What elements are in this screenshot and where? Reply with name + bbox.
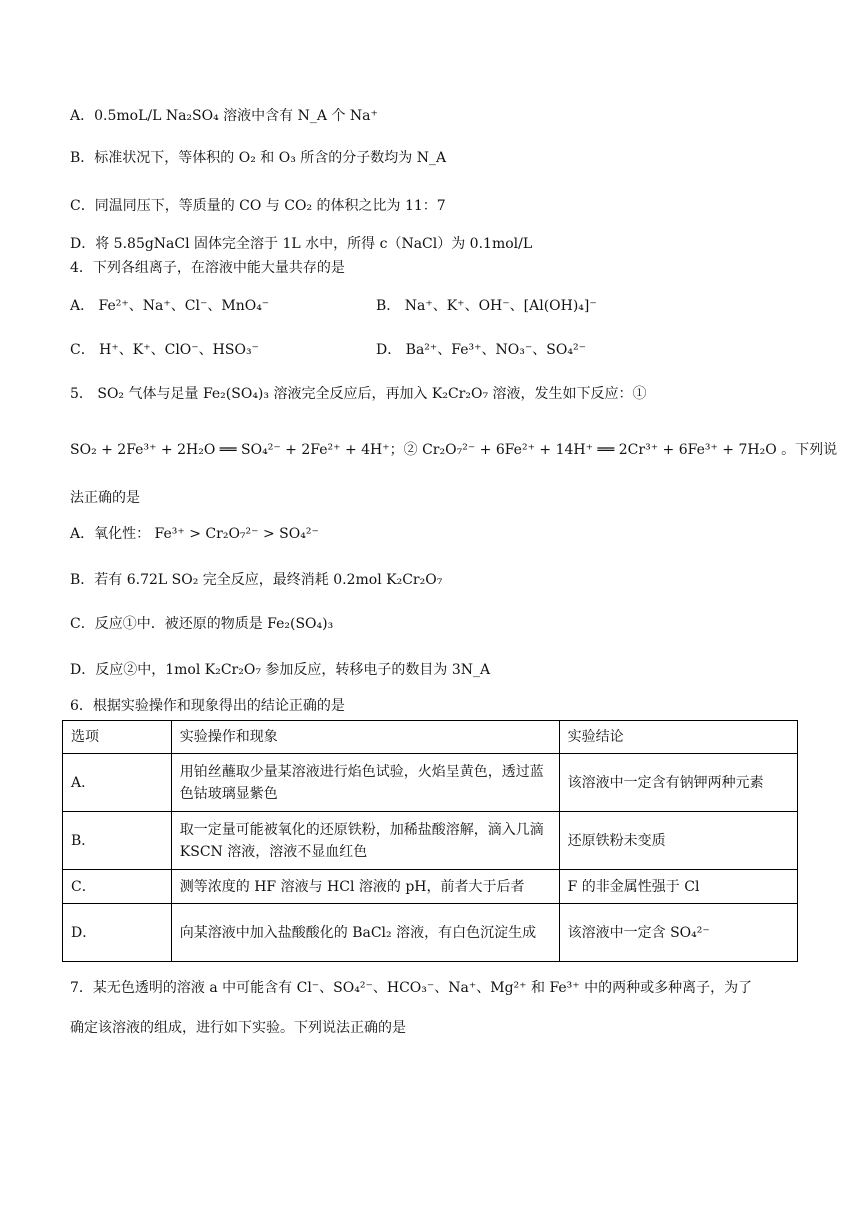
- table-header-operation: 实验操作和现象: [171, 721, 559, 754]
- table-cell: A．: [63, 754, 172, 812]
- table-cell: F 的非金属性强于 Cl: [559, 870, 797, 904]
- q6-stem: 6．根据实验操作和现象得出的结论正确的是: [70, 698, 345, 714]
- table-header-row: [63, 721, 798, 754]
- q7-stem-line1: 7．某无色透明的溶液 a 中可能含有 Cl⁻、SO₄²⁻、HCO₃⁻、Na⁺、Mg²⁺ 和 Fe³⁺ 中的两种或多种离子，为了: [70, 980, 753, 996]
- table-cell: 向某溶液中加入盐酸酸化的 BaCl₂ 溶液，有白色沉淀生成: [171, 904, 559, 962]
- table-cell: 该溶液中一定含 SO₄²⁻: [559, 904, 797, 962]
- q4-stem: 4．下列各组离子，在溶液中能大量共存的是: [70, 260, 345, 276]
- table-cell: C．: [63, 870, 172, 904]
- q4-option-a: A． Fe²⁺、Na⁺、Cl⁻、MnO₄⁻: [70, 298, 270, 314]
- q4-option-d: D． Ba²⁺、Fe³⁺、NO₃⁻、SO₄²⁻: [376, 342, 586, 358]
- table-header-option: 选项: [63, 721, 172, 754]
- q5-stem-line3: 法正确的是: [70, 490, 140, 506]
- q4-option-b: B． Na⁺、K⁺、OH⁻、[Al(OH)₄]⁻: [376, 298, 597, 314]
- q5-option-c: C．反应①中．被还原的物质是 Fe₂(SO₄)₃: [70, 616, 334, 632]
- table-cell: 取一定量可能被氧化的还原铁粉，加稀盐酸溶解，滴入几滴 KSCN 溶液，溶液不显血红色: [171, 812, 559, 870]
- q5-option-b: B．若有 6.72L SO₂ 完全反应，最终消耗 0.2mol K₂Cr₂O₇: [70, 572, 443, 588]
- table-row: [63, 812, 798, 870]
- q3-option-c: C．同温同压下，等质量的 CO 与 CO₂ 的体积之比为 11：7: [70, 198, 446, 214]
- q6-table: [62, 720, 798, 962]
- q5-stem-line2: SO₂ + 2Fe³⁺ + 2H₂O ══ SO₄²⁻ + 2Fe²⁺ + 4H⁺；② Cr₂O₇²⁻ + 6Fe²⁺ + 14H⁺ ══ 2Cr³⁺ + 6Fe³⁺ + 7H₂O 。下列说: [70, 442, 838, 458]
- q7-stem-line2: 确定该溶液的组成，进行如下实验。下列说法正确的是: [70, 1020, 406, 1036]
- table-cell: 用铂丝蘸取少量某溶液进行焰色试验，火焰呈黄色，透过蓝色钴玻璃显紫色: [171, 754, 559, 812]
- table-row: [63, 870, 798, 904]
- q4-option-c: C． H⁺、K⁺、ClO⁻、HSO₃⁻: [70, 342, 259, 358]
- q5-stem-line1: 5． SO₂ 气体与足量 Fe₂(SO₄)₃ 溶液完全反应后，再加入 K₂Cr₂O₇ 溶液，发生如下反应：①: [70, 386, 647, 402]
- table-cell: 还原铁粉未变质: [559, 812, 797, 870]
- q3-option-b: B．标准状况下，等体积的 O₂ 和 O₃ 所含的分子数均为 N_A: [70, 150, 447, 166]
- q5-option-a: A．氧化性： Fe³⁺ > Cr₂O₇²⁻ > SO₄²⁻: [70, 526, 319, 542]
- table-cell: 测等浓度的 HF 溶液与 HCl 溶液的 pH，前者大于后者: [171, 870, 559, 904]
- table-cell: 该溶液中一定含有钠钾两种元素: [559, 754, 797, 812]
- q3-option-a: A．0.5moL/L Na₂SO₄ 溶液中含有 N_A 个 Na⁺: [70, 108, 378, 124]
- q5-option-d: D．反应②中，1mol K₂Cr₂O₇ 参加反应，转移电子的数目为 3N_A: [70, 662, 491, 678]
- table-cell: D．: [63, 904, 172, 962]
- table-cell: B．: [63, 812, 172, 870]
- table-row: [63, 904, 798, 962]
- table-row: [63, 754, 798, 812]
- table-header-conclusion: 实验结论: [559, 721, 797, 754]
- q3-option-d: D．将 5.85gNaCl 固体完全溶于 1L 水中，所得 c（NaCl）为 0.1mol/L: [70, 236, 533, 252]
